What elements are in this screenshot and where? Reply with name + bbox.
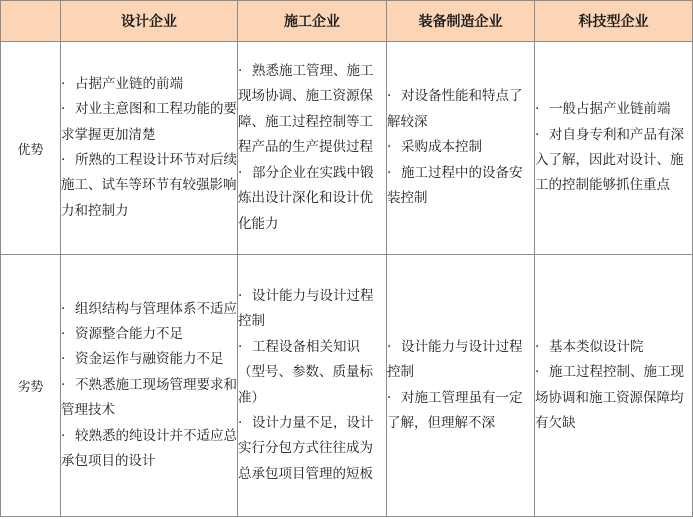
- bullet-dot-icon: ·: [61, 75, 66, 92]
- bullet-dot-icon: ·: [535, 338, 540, 355]
- bullet-dot-icon: ·: [61, 101, 66, 118]
- bullet-text: 资源整合能力不足: [75, 325, 183, 342]
- bullet-item: [535, 360, 692, 436]
- bullet-dot-icon: ·: [238, 338, 243, 355]
- cell-disadvantages-tech-company: [535, 255, 693, 517]
- table-row-disadvantages: [1, 255, 693, 517]
- bullet-dot-icon: ·: [535, 126, 540, 143]
- bullet-text: 施工过程控制、施工现场协调和施工资源保障均有欠缺: [535, 364, 684, 431]
- bullet-dot-icon: ·: [61, 325, 66, 342]
- bullet-text: 一般占据产业链前端: [549, 101, 671, 118]
- bullet-text: 对施工管理虽有一定了解，但理解不深: [387, 389, 523, 431]
- bullet-item: [61, 297, 237, 322]
- cell-advantages-design-company: [61, 42, 238, 255]
- bullet-dot-icon: ·: [387, 338, 392, 355]
- bullet-text: 对设备性能和特点了解较深: [387, 88, 523, 130]
- bullet-item: [61, 373, 237, 424]
- header-corner: [1, 1, 61, 42]
- bullet-dot-icon: ·: [61, 427, 66, 444]
- header-row: [1, 1, 693, 42]
- bullet-item: [535, 97, 692, 122]
- bullet-dot-icon: ·: [387, 164, 392, 181]
- bullet-item: [238, 161, 386, 237]
- bullet-item: [238, 59, 386, 161]
- bullet-text: 部分企业在实践中锻炼出设计深化和设计优化能力: [238, 164, 374, 232]
- bullet-item: [387, 386, 534, 437]
- bullet-text: 设计力量不足，设计实行分包方式往往成为总承包项目管理的短板: [238, 414, 374, 482]
- bullet-dot-icon: ·: [61, 152, 66, 168]
- cell-advantages-tech-company: [535, 42, 693, 255]
- bullet-dot-icon: ·: [387, 139, 392, 156]
- bullet-text: 采购成本控制: [401, 139, 482, 156]
- bullet-item: [61, 322, 237, 347]
- bullet-text: 组织结构与管理体系不适应: [75, 300, 237, 317]
- bullet-text: 对业主意图和工程功能的要求掌握更加清楚: [61, 101, 237, 143]
- bullet-text: 对自身专利和产品有深入了解，因此对设计、施工的控制能够抓住重点: [535, 126, 684, 194]
- header-design-company: 设计企业: [61, 1, 238, 42]
- cell-disadvantages-equipment-manufacturer: [387, 255, 535, 517]
- table-row-advantages: [1, 42, 693, 255]
- bullet-text: 设计能力与设计过程控制: [238, 287, 374, 330]
- bullet-text: 占据产业链的前端: [75, 75, 183, 92]
- bullet-text: 资金运作与融资能力不足: [75, 351, 224, 368]
- bullet-item: [61, 97, 237, 148]
- bullet-text: 基本类似设计院: [549, 338, 644, 355]
- bullet-dot-icon: ·: [61, 300, 66, 317]
- row-header-disadvantages: 劣势: [1, 255, 61, 517]
- bullet-item: [61, 424, 237, 475]
- bullet-dot-icon: ·: [238, 164, 243, 181]
- header-equipment-manufacturer: 装备制造企业: [387, 1, 535, 42]
- header-tech-company: 科技型企业: [535, 1, 693, 42]
- cell-advantages-construction-company: [238, 42, 387, 255]
- bullet-dot-icon: ·: [535, 101, 540, 118]
- bullet-item: [387, 161, 534, 212]
- header-construction-company: 施工企业: [238, 1, 387, 42]
- bullet-dot-icon: ·: [238, 414, 243, 431]
- bullet-dot-icon: ·: [61, 351, 66, 368]
- bullet-item: [535, 123, 692, 199]
- bullet-item: [238, 411, 386, 487]
- bullet-dot-icon: ·: [387, 389, 392, 406]
- bullet-dot-icon: ·: [238, 287, 243, 304]
- bullet-dot-icon: ·: [238, 63, 243, 80]
- bullet-item: [61, 347, 237, 372]
- cell-disadvantages-construction-company: [238, 255, 387, 517]
- bullet-item: [61, 72, 237, 97]
- cell-disadvantages-design-company: [61, 255, 238, 517]
- bullet-item: [238, 335, 386, 411]
- bullet-item: [61, 148, 237, 224]
- bullet-text: 不熟悉施工现场管理要求和管理技术: [61, 376, 237, 419]
- bullet-text: 施工过程中的设备安装控制: [387, 164, 523, 207]
- bullet-text: 设计能力与设计过程控制: [387, 338, 523, 381]
- bullet-item: [535, 335, 692, 360]
- bullet-item: [238, 284, 386, 335]
- bullet-text: 所熟的工程设计环节对后续施工、试车等环节有较强影响力和控制力: [61, 152, 237, 219]
- bullet-text: 熟悉施工管理、施工现场协调、施工资源保障、施工过程控制等工程产品的生产提供过程: [238, 63, 374, 156]
- bullet-text: 较熟悉的纯设计并不适应总承包项目的设计: [61, 427, 237, 470]
- row-header-advantages: 优势: [1, 42, 61, 255]
- bullet-dot-icon: ·: [535, 364, 540, 381]
- bullet-item: [387, 84, 534, 135]
- bullet-item: [387, 335, 534, 386]
- bullet-dot-icon: ·: [387, 88, 392, 105]
- bullet-dot-icon: ·: [61, 376, 66, 393]
- bullet-item: [387, 135, 534, 160]
- cell-advantages-equipment-manufacturer: [387, 42, 535, 255]
- bullet-text: 工程设备相关知识（型号、参数、质量标准）: [238, 338, 373, 406]
